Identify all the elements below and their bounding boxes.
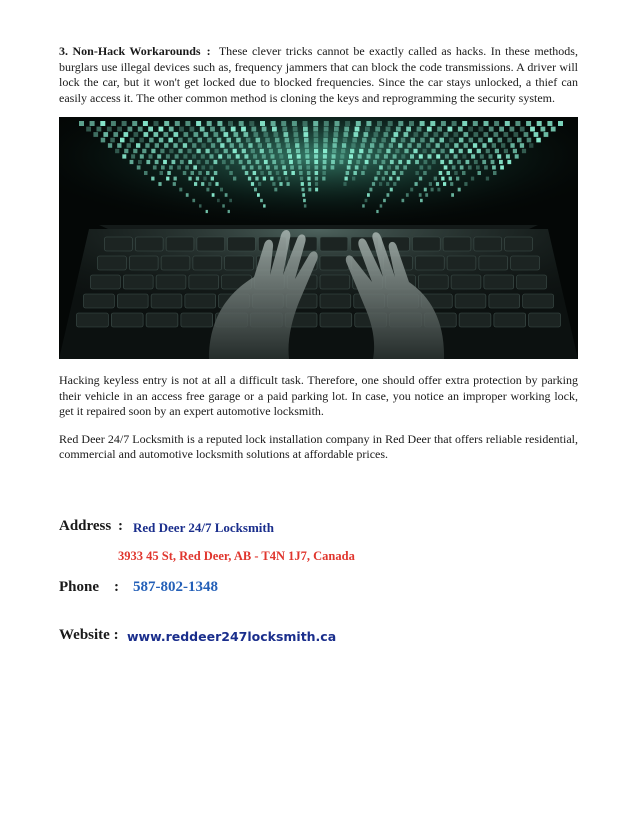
section-heading: 3. Non-Hack Workarounds	[59, 44, 201, 58]
address-label: Address	[59, 518, 112, 534]
company-name: Red Deer 24/7 Locksmith	[133, 520, 274, 535]
address-colon: :	[118, 518, 123, 534]
section-intro-text: These clever tricks cannot be exactly called as hacks. In these methods, burglars use illegal devices such as, frequency jammers that can block the code transmissions. A driver will lock the car, but it won't get locked due to blocked frequencies. Since the car stays unlocked, a thief can easily access it. The other common method is cloning the keys and reprogramming the security system.	[59, 44, 578, 105]
street-address: 3933 45 St, Red Deer, AB - T4N 1J7, Canada	[118, 549, 355, 563]
paragraph-company: Red Deer 24/7 Locksmith is a reputed lock installation company in Red Deer that offers reliable residential, commercial and automotive locksmith solutions at affordable prices.	[59, 431, 578, 461]
phone-colon: :	[114, 579, 119, 595]
phone-number: 587-802-1348	[133, 579, 218, 595]
website-link[interactable]: www.reddeer247locksmith.ca	[127, 629, 337, 644]
website-label: Website :	[59, 627, 119, 643]
section-separator: :	[206, 44, 211, 58]
paragraph-protection: Hacking keyless entry is not at all a difficult task. Therefore, one should offer extra protection by parking their vehicle in an access free garage or a paid parking lot. In case, you notice an improper working lock, get it repaired soon by an expert automotive locksmith.	[59, 373, 578, 418]
phone-label: Phone	[59, 579, 100, 595]
